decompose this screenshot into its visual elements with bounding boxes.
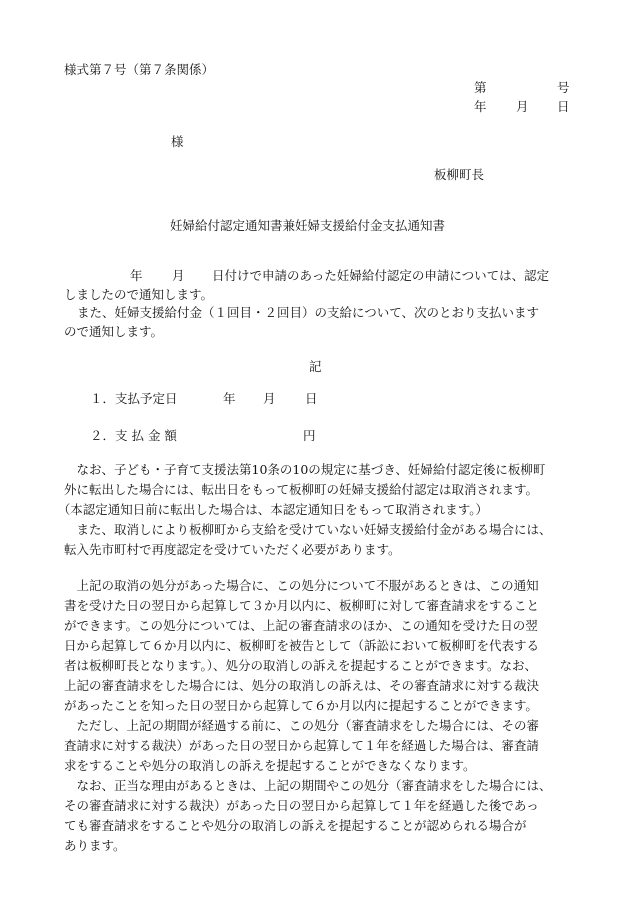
intro-month: 月 — [172, 268, 185, 283]
appeal-line: ができます。この処分については、上記の審査請求のほか、この通知を受けた日の翌 — [64, 618, 538, 633]
ki-heading: 記 — [309, 359, 322, 374]
appeal-line: あります。 — [64, 838, 126, 853]
number-suffix: 号 — [557, 80, 570, 95]
date-day: 日 — [557, 99, 570, 114]
intro-line3: また、妊婦支援給付金（１回目・２回目）の支給について、次のとおり支払います — [77, 305, 540, 320]
intro-year: 年 — [130, 268, 143, 283]
item2-unit: 円 — [303, 428, 316, 443]
item1-month: 月 — [263, 391, 276, 406]
form-label: 様式第７号（第７条関係） — [64, 62, 215, 77]
notes-line: なお、子ども・子育て支援法第10条の10の規定に基づき、妊婦給付認定後に板柳町 — [76, 462, 546, 477]
appeal-line: 査請求に対する裁決）があった日の翌日から起算して１年を経過した場合は、審査請 — [64, 738, 539, 753]
item1-day: 日 — [305, 391, 318, 406]
item1-year: 年 — [223, 391, 236, 406]
intro-line2: しましたので通知します。 — [64, 287, 214, 302]
appeal-paragraph — [64, 576, 576, 856]
appeal-line: 者は板柳町長となります。）、処分の取消しの訴えを提起することができます。なお、 — [64, 658, 538, 673]
appeal-line: ても審査請求をすることや処分の取消しの訴えを提起することが認められる場合が — [64, 818, 527, 833]
intro-line4: ので通知します。 — [64, 324, 164, 339]
date-year: 年 — [474, 99, 487, 114]
appeal-line: その審査請求に対する裁決）があった日の翌日から起算して１年を経過した後であっ — [64, 798, 539, 813]
item2-label: ２．支 払 金 額 — [90, 428, 177, 443]
appeal-line: があったことを知った日の翌日から起算して６か月以内に提起することができます。 — [64, 698, 538, 713]
appeal-line: なお、正当な理由があるときは、上記の期間やこの処分（審査請求をした場合には、 — [76, 778, 552, 793]
date-month: 月 — [516, 99, 529, 114]
notes-line: 外に転出した場合には、転出日をもって板柳町の妊婦支援給付認定は取消されます。 — [64, 482, 539, 497]
appeal-line: 上記の審査請求をした場合には、処分の取消しの訴えは、その審査請求に対する裁決 — [64, 678, 540, 693]
appeal-line: 求をすることや処分の取消しの訴えを提起することができなくなります。 — [64, 758, 476, 773]
addressee-suffix: 様 — [171, 134, 184, 149]
notes-line: また、取消しにより板柳町から支給を受けていない妊婦支援給付金がある場合には、 — [76, 522, 552, 537]
item1-label: １．支払予定日 — [90, 391, 178, 406]
notes-line: 転入先市町村で再度認定を受けていただく必要があります。 — [64, 542, 401, 557]
appeal-line: 日から起算して６か月以内に、板柳町を被告として（訴訟において板柳町を代表する — [64, 638, 540, 653]
appeal-line: 書を受けた日の翌日から起算して３か月以内に、板柳町に対して審査請求をすること — [64, 598, 540, 613]
notes-line: （本認定通知日前に転出した場合は、本認定通知日をもって取消されます。） — [57, 502, 489, 517]
document-title: 妊婦給付認定通知書兼妊婦支援給付金支払通知書 — [170, 218, 446, 233]
appeal-line: ただし、上記の期間が経過する前に、この処分（審査請求をした場合には、その審 — [76, 718, 540, 733]
intro-line1: 日付けで申請のあった妊婦給付認定の申請については、認定 — [212, 268, 550, 283]
notes-paragraph — [57, 460, 576, 560]
issuer-name: 板柳町長 — [434, 167, 485, 182]
number-prefix: 第 — [474, 80, 487, 95]
appeal-line: 上記の取消の処分があった場合に、この処分について不服があるときは、この通知 — [76, 578, 539, 593]
